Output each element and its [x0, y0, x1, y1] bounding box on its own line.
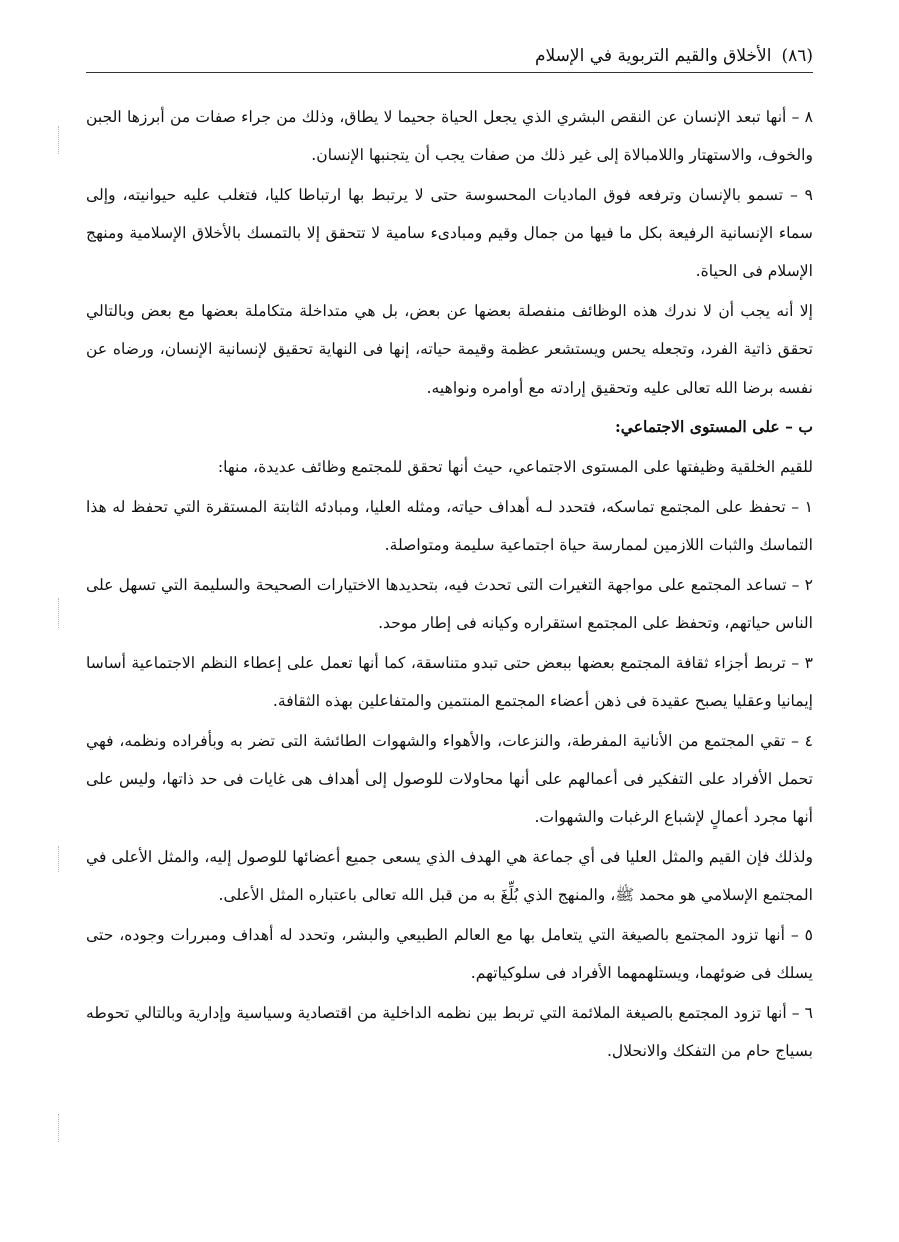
header-rule — [86, 72, 813, 73]
paragraph-functions-note: إلا أنه يجب أن لا ندرك هذه الوظائف منفصلة بعضها عن بعض، بل هي متداخلة متكاملة بعضها مع بعض وبالتالي تحقق ذاتية الفرد، وتجعله يحس ويستشعر عظمة وقيمة حياته، إنها فى النهاية تحقيق لإنسانية الإنسان، ورضاه عن نفسه برضا الله تعالى عليه وتحقيق إرادته مع أوامره ونواهيه. — [86, 302, 813, 397]
paragraph-item-5: ٥ – أنها تزود المجتمع بالصيغة التي يتعامل بها مع العالم الطبيعي والبشر، وتحدد له أهداف ومبررات وجوده، حتى يسلك فى ضوئهما، ويستلهمهما الأفراد فى سلوكياتهم. — [86, 926, 813, 983]
margin-dotted-mark — [58, 1114, 59, 1142]
book-title: الأخلاق والقيم التربوية في الإسلام — [535, 46, 772, 66]
page-number: (٨٦) — [781, 46, 813, 66]
margin-dotted-mark — [58, 598, 59, 628]
paragraph-item-6: ٦ – أنها تزود المجتمع بالصيغة الملائمة التي تربط بين نظمه الداخلية من اقتصادية وسياسية وإدارية وبالتالي تحوطه بسياج حام من التفكك والانحلال. — [86, 1004, 813, 1061]
paragraph-item-2: ٢ – تساعد المجتمع على مواجهة التغيرات التى تحدث فيه، بتحديدها الاختيارات الصحيحة والسليمة التي تسهل على الناس حياتهم، وتحفظ على المجتمع استقراره وكيانه فى إطار موحد. — [86, 576, 813, 633]
paragraph-item-1: ١ – تحفظ على المجتمع تماسكه، فتحدد لـه أهداف حياته، ومثله العليا، ومبادئه الثابتة المستقرة التي تحفظ له هذا التماسك والثبات اللازمين لممارسة حياة اجتماعية سليمة ومتواصلة. — [86, 498, 813, 555]
margin-dotted-mark — [58, 126, 59, 154]
margin-dotted-mark — [58, 846, 59, 872]
paragraph-item-8: ٨ – أنها تبعد الإنسان عن النقص البشري الذي يجعل الحياة جحيما لا يطاق، وذلك من جراء صفات من أبرزها الجبن والخوف، والاستهتار واللامبالاة إلى غير ذلك من صفات يجب أن يتجنبها الإنسان. — [86, 108, 813, 165]
section-heading-social-level: ب – على المستوى الاجتماعي: — [614, 417, 813, 437]
paragraph-item-9: ٩ – تسمو بالإنسان وترفعه فوق الماديات المحسوسة حتى لا يرتبط بها ارتباطا كليا، فتغلب عليه حيوانيته، وإلى سماء الإنسانية الرفيعة بكل ما فيها من جمال وقيم ومبادىء سامية لا تتحقق إلا بالتمسك بالأخلاق الإسلامية ومنهج الإسلام فى الحياة. — [86, 186, 813, 281]
running-header — [86, 36, 813, 66]
paragraph-item-3: ٣ – تربط أجزاء ثقافة المجتمع بعضها ببعض حتى تبدو متناسقة، كما أنها تعمل على إعطاء النظم الاجتماعية أساسا إيمانيا وعقليا يصبح عقيدة فى ذهن أعضاء المجتمع المنتمين والمتفاعلين بهذه الثقافة. — [86, 654, 813, 711]
paragraph-social-intro: للقيم الخلقية وظيفتها على المستوى الاجتماعي، حيث أنها تحقق للمجتمع وظائف عديدة، منها: — [217, 458, 813, 477]
paragraph-ideals: ولذلك فإن القيم والمثل العليا فى أي جماعة هي الهدف الذي يسعى جميع أعضائها للوصول إليه، والمثل الأعلى في المجتمع الإسلامي هو محمد ﷺ، والمنهج الذي بُلِّغَ به من قبل الله تعالى باعتباره المثل الأعلى. — [86, 848, 813, 905]
paragraph-item-4: ٤ – تقي المجتمع من الأنانية المفرطة، والنزعات، والأهواء والشهوات الطائشة التى تضر به وبأفراده ونظمه، فهي تحمل الأفراد على التفكير فى أعمالهم على أنها محاولات للوصول إلى أهداف هى غايات فى حد ذاتها، وليس على أنها مجرد أعمالٍ لإشباع الرغبات والشهوات. — [86, 732, 813, 827]
body-text — [86, 98, 813, 1072]
